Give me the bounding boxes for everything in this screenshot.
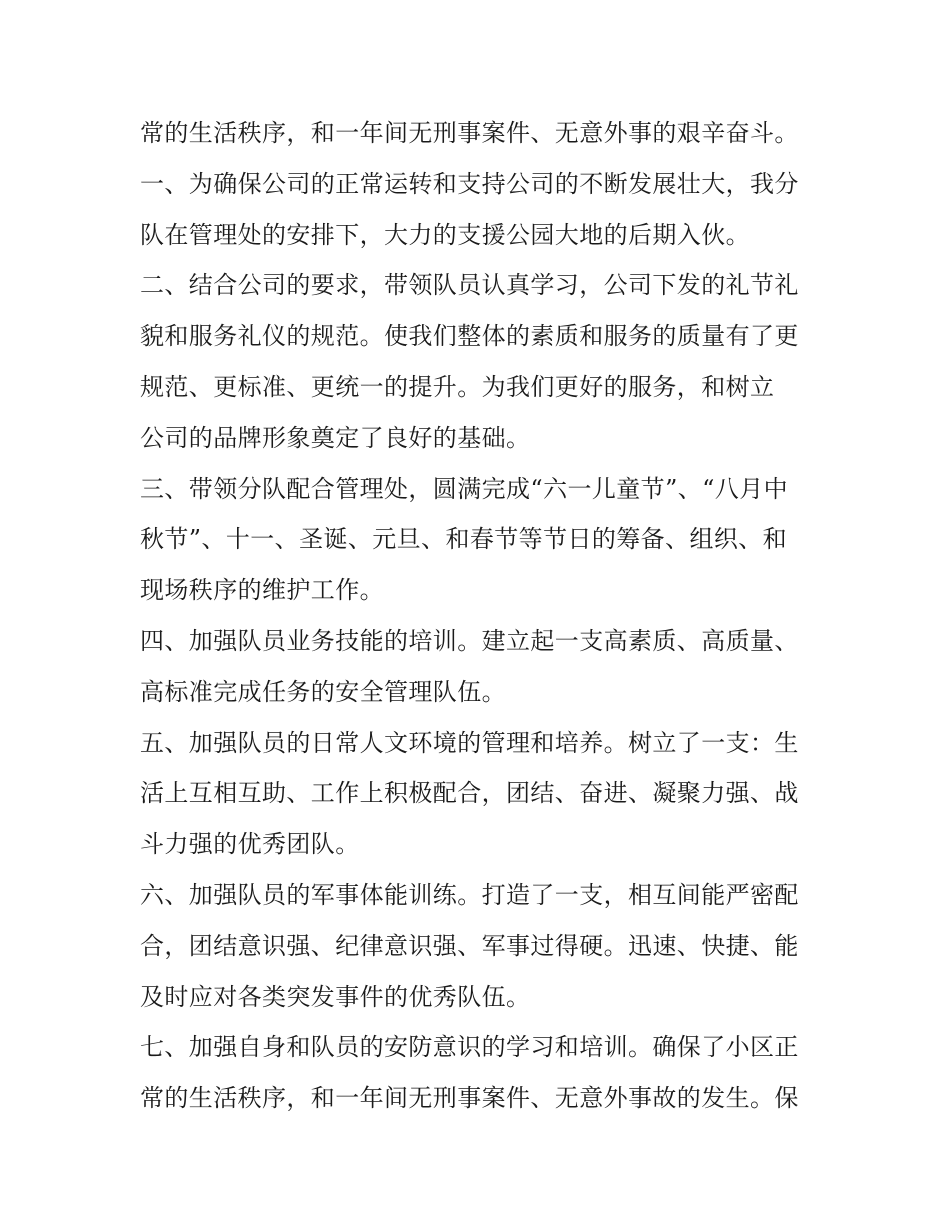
- text-line: 现场秩序的维护工作。: [140, 576, 384, 605]
- text-line: 规范、更标准、更统一的提升。为我们更好的服务，和树立: [140, 372, 775, 401]
- text-line: 七、加强自身和队员的安防意识的学习和培训。确保了小区正: [140, 1033, 799, 1062]
- text-line: 一、为确保公司的正常运转和支持公司的不断发展壮大，我分: [140, 169, 799, 198]
- text-line: 斗力强的优秀团队。: [140, 830, 360, 859]
- text-line: 高标准完成任务的安全管理队伍。: [140, 677, 506, 706]
- text-line: 合，团结意识强、纪律意识强、军事过得硬。迅速、快捷、能: [140, 931, 799, 960]
- document-body: [140, 108, 830, 1124]
- text-line: 二、结合公司的要求，带领队员认真学习，公司下发的礼节礼: [140, 271, 799, 300]
- text-line: 队在管理处的安排下，大力的支援公园大地的后期入伙。: [140, 220, 750, 249]
- text-line: 常的生活秩序，和一年间无刑事案件、无意外事的艰辛奋斗。: [140, 119, 799, 147]
- text-line: 及时应对各类突发事件的优秀队伍。: [140, 982, 531, 1011]
- text-line: 四、加强队员业务技能的培训。建立起一支高素质、高质量、: [140, 626, 799, 655]
- text-line: 活上互相互助、工作上积极配合，团结、奋进、凝聚力强、战: [140, 779, 799, 808]
- text-line: 五、加强队员的日常人文环境的管理和培养。树立了一支：生: [140, 728, 799, 757]
- text-line: 六、加强队员的军事体能训练。打造了一支，相互间能严密配: [140, 880, 799, 909]
- text-line: 貌和服务礼仪的规范。使我们整体的素质和服务的质量有了更: [140, 322, 799, 351]
- text-line: 常的生活秩序，和一年间无刑事案件、无意外事故的发生。保: [140, 1084, 799, 1113]
- text-line: 三、带领分队配合管理处，圆满完成“六一儿童节”、“八月中: [140, 474, 789, 503]
- text-line: 公司的品牌形象奠定了良好的基础。: [140, 423, 531, 452]
- text-line: 秋节”、十一、圣诞、元旦、和春节等节日的筹备、组织、和: [140, 525, 788, 554]
